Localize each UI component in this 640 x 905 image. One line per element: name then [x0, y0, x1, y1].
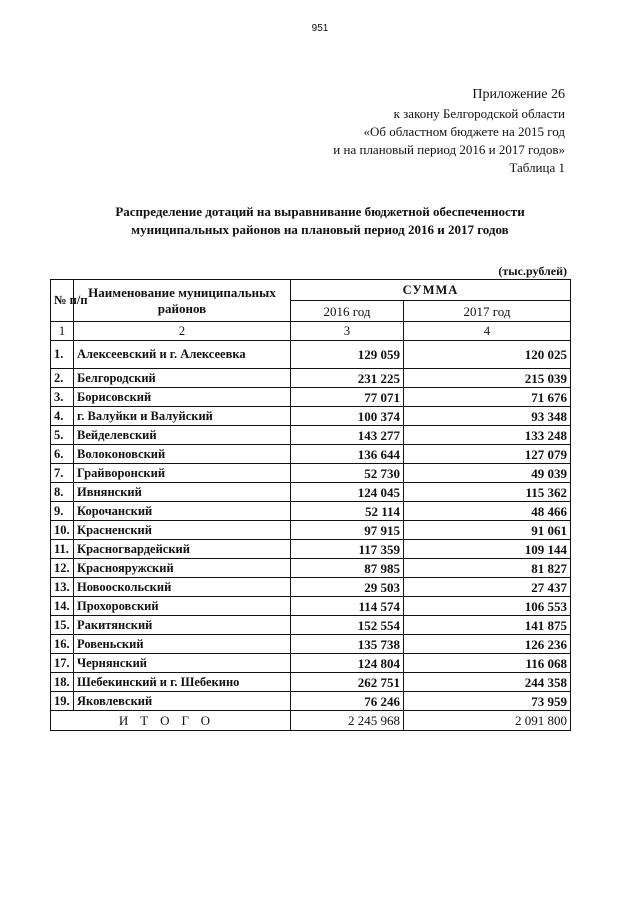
total-label: ИТОГО: [51, 711, 291, 731]
header-sum: СУММА: [291, 280, 571, 301]
table-row: [51, 426, 571, 445]
table-row: [51, 388, 571, 407]
appendix-title: Приложение 26: [472, 87, 565, 102]
header-col-2: 2: [74, 322, 291, 341]
row-name: Корочанский: [74, 502, 291, 521]
subsidy-table: [50, 279, 571, 731]
page-number: 951: [311, 23, 329, 34]
table-row: [51, 692, 571, 711]
row-value-2016: 100 374: [291, 407, 404, 426]
row-name: Борисовский: [74, 388, 291, 407]
row-value-2017: 126 236: [404, 635, 571, 654]
table-row: [51, 673, 571, 692]
header-col-4: 4: [404, 322, 571, 341]
document-title: [0, 203, 640, 239]
row-value-2016: 117 359: [291, 540, 404, 559]
row-number: 10.: [51, 521, 74, 540]
row-value-2017: 133 248: [404, 426, 571, 445]
row-value-2017: 116 068: [404, 654, 571, 673]
row-number: 6.: [51, 445, 74, 464]
row-name: Волоконовский: [74, 445, 291, 464]
row-number: 8.: [51, 483, 74, 502]
row-name: Новооскольский: [74, 578, 291, 597]
table-row: [51, 654, 571, 673]
row-value-2016: 262 751: [291, 673, 404, 692]
row-name: Шебекинский и г. Шебекино: [74, 673, 291, 692]
row-number: 7.: [51, 464, 74, 483]
row-name: Ивнянский: [74, 483, 291, 502]
row-value-2017: 81 827: [404, 559, 571, 578]
row-name: Прохоровский: [74, 597, 291, 616]
units-label: (тыс.рублей): [498, 264, 567, 278]
row-value-2017: 115 362: [404, 483, 571, 502]
table-row: [51, 559, 571, 578]
row-number: 14.: [51, 597, 74, 616]
row-value-2016: 77 071: [291, 388, 404, 407]
row-name: Ровеньский: [74, 635, 291, 654]
row-value-2017: 49 039: [404, 464, 571, 483]
row-name: Ракитянский: [74, 616, 291, 635]
row-value-2017: 27 437: [404, 578, 571, 597]
row-number: 2.: [51, 369, 74, 388]
row-value-2016: 124 804: [291, 654, 404, 673]
row-value-2016: 76 246: [291, 692, 404, 711]
table-row: [51, 464, 571, 483]
row-name: Алексеевский и г. Алексеевка: [74, 341, 291, 369]
header-name: Наименование муниципальных районов: [74, 280, 291, 322]
row-value-2016: 136 644: [291, 445, 404, 464]
row-value-2017: 71 676: [404, 388, 571, 407]
header-2017: 2017 год: [404, 301, 571, 322]
document-title-line-2: муниципальных районов на плановый период 2016 и 2017 годов: [131, 222, 509, 237]
row-number: 18.: [51, 673, 74, 692]
row-number: 11.: [51, 540, 74, 559]
row-value-2016: 52 114: [291, 502, 404, 521]
row-name: Вейделевский: [74, 426, 291, 445]
row-value-2017: 93 348: [404, 407, 571, 426]
row-value-2016: 87 985: [291, 559, 404, 578]
row-value-2017: 109 144: [404, 540, 571, 559]
row-name: Белгородский: [74, 369, 291, 388]
appendix-law-line: к закону Белгородской области: [393, 106, 565, 121]
row-number: 5.: [51, 426, 74, 445]
table-row: [51, 597, 571, 616]
row-value-2016: 52 730: [291, 464, 404, 483]
row-value-2017: 73 959: [404, 692, 571, 711]
table-row: [51, 341, 571, 369]
header-col-3: 3: [291, 322, 404, 341]
header-col-1: 1: [51, 322, 74, 341]
table-row: [51, 578, 571, 597]
header-num: № п/п: [51, 280, 74, 322]
row-value-2017: 127 079: [404, 445, 571, 464]
row-value-2017: 215 039: [404, 369, 571, 388]
row-value-2016: 143 277: [291, 426, 404, 445]
row-name: Чернянский: [74, 654, 291, 673]
row-number: 9.: [51, 502, 74, 521]
document-title-line-1: Распределение дотаций на выравнивание бюджетной обеспеченности: [115, 204, 525, 219]
row-value-2017: 106 553: [404, 597, 571, 616]
row-value-2017: 120 025: [404, 341, 571, 369]
row-name: Красненский: [74, 521, 291, 540]
row-value-2016: 135 738: [291, 635, 404, 654]
row-name: Грайворонский: [74, 464, 291, 483]
row-value-2016: 114 574: [291, 597, 404, 616]
total-row: [51, 711, 571, 731]
row-number: 19.: [51, 692, 74, 711]
table-row: [51, 407, 571, 426]
table-label: Таблица 1: [509, 160, 565, 175]
row-value-2016: 152 554: [291, 616, 404, 635]
table-row: [51, 521, 571, 540]
table-row: [51, 540, 571, 559]
row-number: 16.: [51, 635, 74, 654]
row-value-2017: 91 061: [404, 521, 571, 540]
row-number: 3.: [51, 388, 74, 407]
row-value-2016: 129 059: [291, 341, 404, 369]
table-row: [51, 616, 571, 635]
table-row: [51, 635, 571, 654]
row-value-2017: 48 466: [404, 502, 571, 521]
row-name: г. Валуйки и Валуйский: [74, 407, 291, 426]
row-number: 15.: [51, 616, 74, 635]
total-2017: 2 091 800: [404, 711, 571, 731]
row-value-2016: 124 045: [291, 483, 404, 502]
row-number: 12.: [51, 559, 74, 578]
table-row: [51, 445, 571, 464]
row-number: 4.: [51, 407, 74, 426]
appendix-block: [333, 86, 565, 177]
appendix-law-name-line: «Об областном бюджете на 2015 год: [363, 124, 565, 139]
row-name: Красногвардейский: [74, 540, 291, 559]
row-value-2016: 97 915: [291, 521, 404, 540]
row-name: Краснояружский: [74, 559, 291, 578]
row-name: Яковлевский: [74, 692, 291, 711]
row-value-2017: 244 358: [404, 673, 571, 692]
appendix-period-line: и на плановый период 2016 и 2017 годов»: [333, 142, 565, 157]
row-number: 13.: [51, 578, 74, 597]
row-value-2016: 29 503: [291, 578, 404, 597]
header-2016: 2016 год: [291, 301, 404, 322]
table-row: [51, 483, 571, 502]
row-number: 1.: [51, 341, 74, 369]
row-value-2016: 231 225: [291, 369, 404, 388]
table-row: [51, 369, 571, 388]
row-value-2017: 141 875: [404, 616, 571, 635]
total-2016: 2 245 968: [291, 711, 404, 731]
table-row: [51, 502, 571, 521]
row-number: 17.: [51, 654, 74, 673]
